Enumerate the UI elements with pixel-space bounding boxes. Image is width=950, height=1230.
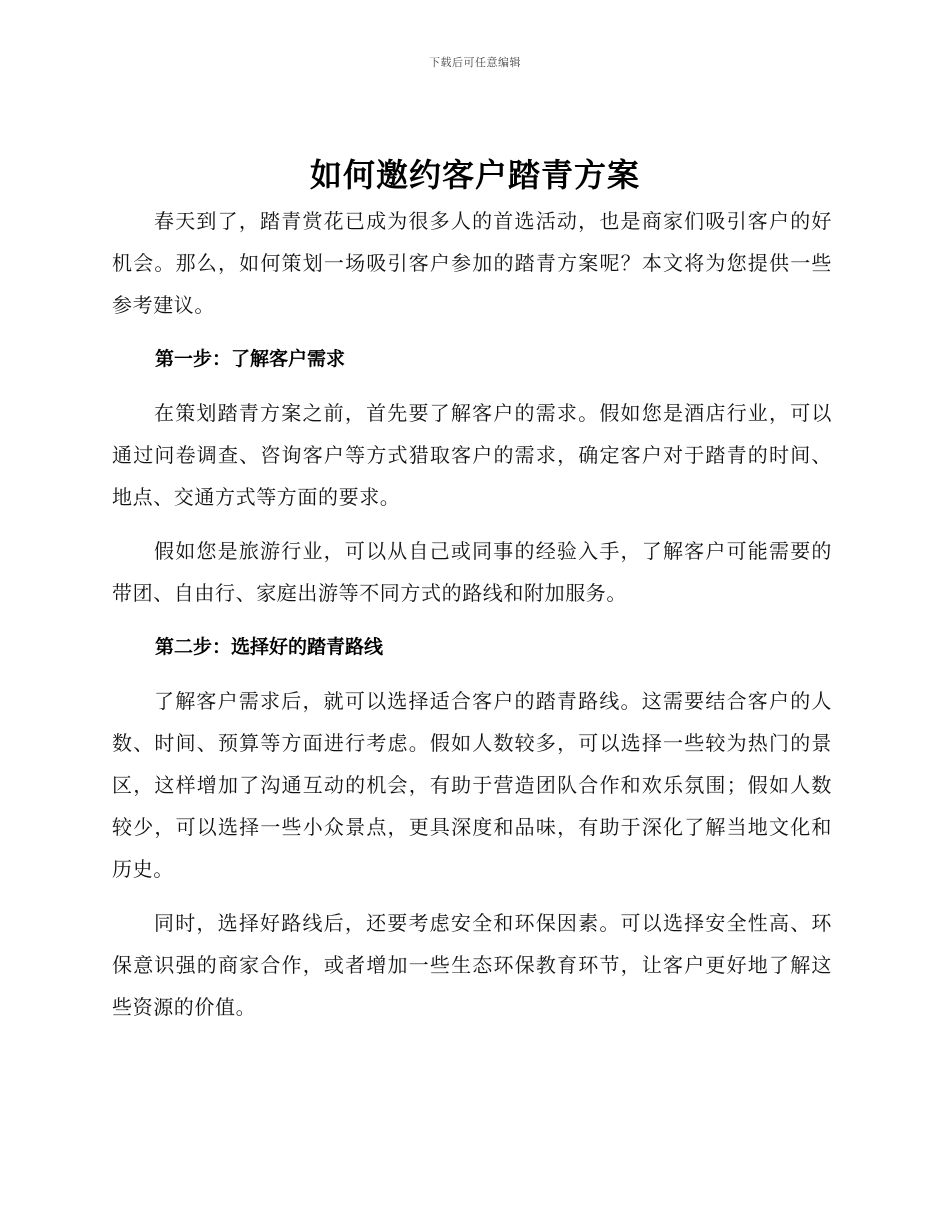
step1-heading: 第一步：了解客户需求 — [155, 348, 346, 370]
step2-paragraph-1: 了解客户需求后，就可以选择适合客户的踏青路线。这需要结合客户的人数、时间、预算等方面进行考虑。假如人数较多，可以选择一些较为热门的景区，这样增加了沟通互动的机会，有助于营造团队合作和欢乐氛围；假如人数较少，可以选择一些小众景点，更具深度和品味，有助于深化了解当地文化和历史。 — [112, 689, 832, 881]
document-body — [112, 200, 832, 1040]
step1-paragraph-2: 假如您是旅游行业，可以从自己或同事的经验入手，了解客户可能需要的带团、自由行、家庭出游等不同方式的路线和附加服务。 — [112, 539, 832, 605]
header-note: 下载后可任意编辑 — [429, 56, 521, 69]
step2-paragraph-2: 同时，选择好路线后，还要考虑安全和环保因素。可以选择安全性高、环保意识强的商家合作，或者增加一些生态环保教育环节，让客户更好地了解这些资源的价值。 — [112, 911, 832, 1019]
step2-heading: 第二步：选择好的踏青路线 — [155, 636, 384, 658]
intro-paragraph: 春天到了，踏青赏花已成为很多人的首选活动，也是商家们吸引客户的好机会。那么，如何策划一场吸引客户参加的踏青方案呢？本文将为您提供一些参考建议。 — [112, 209, 832, 317]
document-title: 如何邀约客户踏青方案 — [309, 156, 640, 194]
step1-paragraph-1: 在策划踏青方案之前，首先要了解客户的需求。假如您是酒店行业，可以通过问卷调查、咨询客户等方式猎取客户的需求，确定客户对于踏青的时间、地点、交通方式等方面的要求。 — [112, 401, 832, 509]
